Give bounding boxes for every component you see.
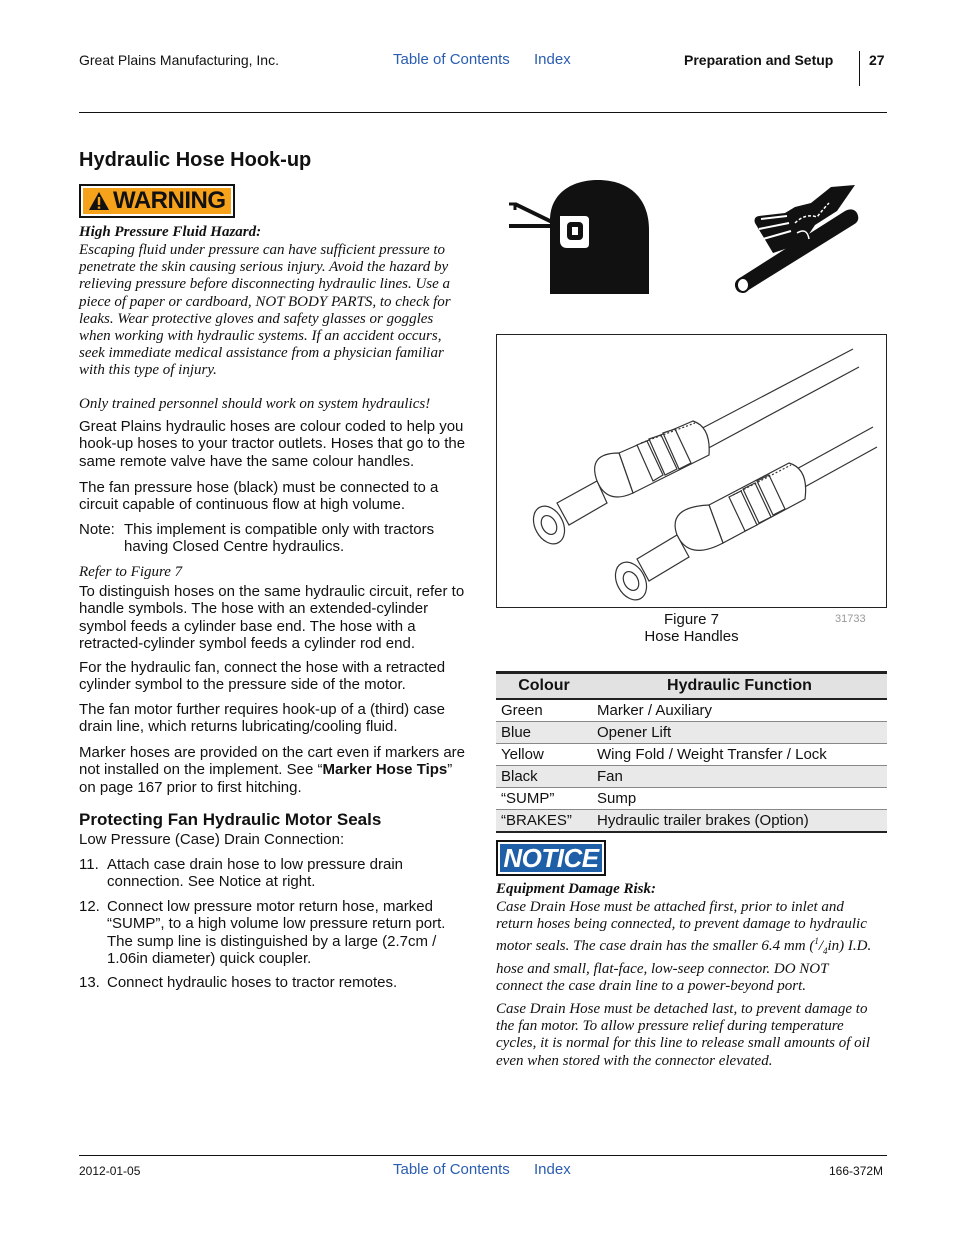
hose-handles-illustration	[497, 335, 886, 607]
warning-badge	[79, 184, 235, 218]
notice-line: return hoses being connected, to prevent damage to hydraulic	[496, 916, 867, 933]
note-text: This implement is compatible only with tractors having Closed Centre hydraulics.	[124, 521, 435, 556]
notice-label: NOTICE	[503, 842, 599, 873]
figure-part-number: 31733	[835, 613, 866, 625]
notice-line: cycles, it is normal for this line to release small amounts of oil	[496, 1035, 871, 1052]
note-label: Note:	[79, 521, 115, 538]
notice-line: the fan motor. To allow pressure relief during temperature	[496, 1018, 844, 1035]
step-number: 13.	[79, 974, 100, 991]
paragraph-colour-coded: Great Plains hydraulic hoses are colour coded to help you hook-up hoses to your tractor outlets. Hoses that go to the same remote valve have the same colour handles.	[79, 418, 466, 470]
warning-text	[79, 242, 451, 380]
warning-label: WARNING	[113, 187, 226, 214]
figure-hose-handles	[496, 334, 887, 608]
refer-figure: Refer to Figure 7	[79, 564, 183, 580]
header-section: Preparation and Setup	[684, 52, 834, 68]
header-index-link[interactable]: Index	[534, 51, 571, 68]
table-row	[496, 788, 887, 810]
header-rule	[79, 112, 887, 113]
step-text: Connect low pressure motor return hose, marked “SUMP”, to a high volume low pressure return port. The sump line is distinguished by a large (2.7cm / 1.06in diameter) quick coupler.	[107, 898, 446, 968]
notice-fraction-text-a: motor seals. The case drain has the smaller 6.4 mm (	[496, 938, 815, 955]
table-cell: Yellow	[496, 744, 592, 766]
notice-line-fraction: motor seals. The case drain has the smaller 6.4 mm $(^1/_4in)$ I.D.	[496, 936, 872, 957]
table-cell: Opener Lift	[592, 722, 887, 744]
footer-rule	[79, 1155, 887, 1156]
footer-doc-number: 166-372M	[829, 1164, 884, 1178]
warning-line: when working with hydraulic systems. If an accident occurs,	[79, 328, 442, 345]
table-row	[496, 766, 887, 788]
table-cell: “SUMP”	[496, 788, 592, 810]
warning-line: relieving pressure before disconnecting hydraulic lines. Use a	[79, 276, 451, 293]
step-13	[79, 974, 471, 991]
paragraph-distinguish-hoses: To distinguish hoses on the same hydraulic circuit, refer to handle symbols. The hose with an extended-cylinder symbol feeds a cylinder base end. The hose with a retracted-cylinder symbol feeds a cylinder rod end.	[79, 583, 465, 653]
warning-line: Escaping fluid under pressure can have sufficient pressure to	[79, 242, 446, 258]
warning-line: leaks. Wear protective gloves and safety glasses or goggles	[79, 310, 434, 327]
notice-line: Case Drain Hose must be detached last, to prevent damage to	[496, 1001, 868, 1017]
table-row	[496, 722, 887, 744]
step-11	[79, 856, 471, 891]
notice-text-detach	[496, 1001, 870, 1070]
trained-personnel-note: Only trained personnel should work on system hydraulics!	[79, 396, 431, 412]
page-title: Hydraulic Hose Hook-up	[79, 149, 312, 171]
warning-line: penetrate the skin causing serious injury. Avoid the hazard by	[79, 259, 449, 276]
notice-text-attach	[496, 899, 871, 995]
colour-function-table	[496, 671, 887, 833]
notice-badge	[496, 840, 606, 876]
table-header-row	[496, 673, 887, 700]
fraction-denominator: 4	[823, 946, 828, 957]
table-cell: Blue	[496, 722, 592, 744]
table-cell: Sump	[592, 788, 887, 810]
footer-date: 2012-01-05	[79, 1164, 141, 1178]
seals-intro: Low Pressure (Case) Drain Connection:	[79, 831, 345, 848]
table-cell: “BRAKES”	[496, 810, 592, 833]
table-row	[496, 744, 887, 766]
warning-line: seek immediate medical assistance from a physician familiar	[79, 345, 444, 362]
step-text: Connect hydraulic hoses to tractor remotes.	[107, 974, 398, 991]
paragraph-hydraulic-fan: For the hydraulic fan, connect the hose with a retracted cylinder symbol to the pressure side of the motor.	[79, 659, 446, 694]
table-header-colour: Colour	[496, 673, 592, 700]
step-number: 11.	[79, 856, 99, 873]
notice-line: connect the case drain line to a power-beyond port.	[496, 977, 807, 994]
header-divider	[859, 51, 860, 86]
warning-line: piece of paper or cardboard, NOT BODY PARTS, to check for	[79, 293, 451, 310]
seals-heading: Protecting Fan Hydraulic Motor Seals	[79, 810, 382, 829]
notice-line: hose and small, flat-face, low-seep connector. DO NOT	[496, 960, 829, 977]
table-cell: Black	[496, 766, 592, 788]
paragraph-marker-hoses	[79, 744, 471, 796]
notice-line: even when stored with the connector elevated.	[496, 1052, 773, 1069]
table-row	[496, 810, 887, 833]
marker-hose-tips-link[interactable]: Marker Hose Tips	[322, 761, 448, 779]
notice-fraction-text-b: in) I.D.	[827, 938, 872, 955]
step-number: 12.	[79, 898, 100, 915]
table-header-function: Hydraulic Function	[592, 673, 887, 700]
figure-caption	[496, 611, 887, 646]
table-cell: Marker / Auxiliary	[592, 699, 887, 722]
fraction-numerator: 1	[814, 936, 819, 947]
table-row	[496, 699, 887, 722]
table-cell: Wing Fold / Weight Transfer / Lock	[592, 744, 887, 766]
table-cell: Hydraulic trailer brakes (Option)	[592, 810, 887, 833]
marker-text-b: ” on page 167 prior to first hitching.	[79, 761, 453, 796]
warning-triangle-icon	[88, 191, 110, 211]
paragraph-fan-pressure: The fan pressure hose (black) must be connected to a circuit capable of continuous flow at high volume.	[79, 479, 439, 514]
step-12	[79, 898, 471, 968]
footer-toc-link[interactable]: Table of Contents	[393, 1161, 510, 1178]
page-number: 27	[869, 52, 885, 68]
notice-line: Case Drain Hose must be attached first, prior to inlet and	[496, 899, 844, 915]
warning-heading: High Pressure Fluid Hazard:	[79, 224, 262, 240]
footer-index-link[interactable]: Index	[534, 1161, 571, 1178]
marker-text-a: Marker hoses are provided on the cart even if markers are not installed on the implement. See “	[79, 744, 466, 779]
figure-title: Hose Handles	[644, 628, 739, 646]
table-cell: Fan	[592, 766, 887, 788]
notice-heading: Equipment Damage Risk:	[496, 881, 657, 897]
warning-line: with this type of injury.	[79, 362, 217, 379]
paragraph-case-drain: The fan motor further requires hook-up of a (third) case drain line, which returns lubricating/cooling fluid.	[79, 701, 446, 736]
header-company: Great Plains Manufacturing, Inc.	[79, 52, 279, 68]
table-cell: Green	[496, 699, 592, 722]
step-text: Attach case drain hose to low pressure drain connection. See Notice at right.	[107, 856, 403, 891]
header-toc-link[interactable]: Table of Contents	[393, 51, 510, 68]
figure-number: Figure 7	[663, 611, 720, 628]
eye-protection-icon	[505, 178, 655, 296]
hand-injection-hazard-icon	[733, 183, 863, 295]
